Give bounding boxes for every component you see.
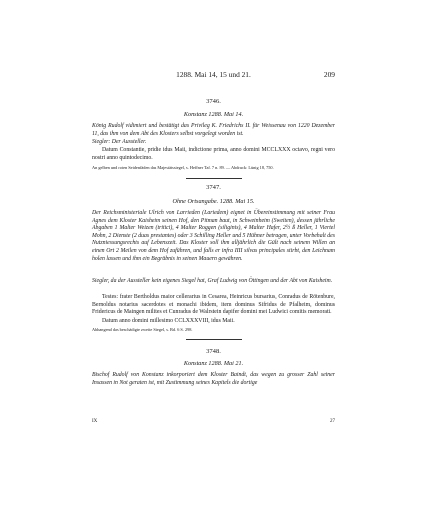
sheet-signature: IX [92, 419, 98, 424]
regest-summary: Bischof Rudolf von Konstanz inkorporiert dem Kloster Baindt, das wegen zu grosser Zahl seiner Insassen in Not geraten ist, mit Zustimmung seines Kapitels die dortige [92, 372, 335, 386]
document-text: Datum Constantie, pridie idus Maii, indictione prima, anno domini MCCLXXX octavo, regni vero nostri anno quintodecimo. [92, 147, 335, 161]
document-number: 3748. [206, 348, 221, 355]
archival-note: An gelben und roten Seidenfäden das Majestätssiegel, s. Heffner Taf. 7 n. 89. — Abdruck: Lünig 18, 750. [92, 165, 274, 170]
regest-summary: König Rudolf vidimiert und bestätigt das Privileg K. Friedrichs II. für Weissenau von 1220 Dezember 11, das ihm von dem Abt des Klosters selbst vorgelegt worden ist. [92, 123, 335, 137]
page-number: 209 [323, 70, 335, 79]
running-header [92, 70, 335, 80]
place-date: Konstanz 1288. Mai 14. [183, 111, 244, 118]
sealer-line: Siegler: Der Aussteller. [92, 139, 147, 145]
section-divider [186, 178, 242, 179]
place-date: Konstanz 1288. Mai 21. [183, 360, 244, 367]
document-number: 3746. [206, 98, 221, 105]
witness-list: Testes: frater Bertholdus maior cellerarius in Cesarea, Heinricus bursarius, Conradus de Rötenbure, Bernoldus notarius sacerdotes et monachi ibidem, item dominus Sifridus de Pfalheim, dominus Fridericus de Maingen milites et Cunradus de Walrstein dapifer domini mei Ludwici comitis memorati. [92, 294, 335, 316]
archival-note: Abhangend das beschädigte zweite Siegel, s. Bd. 6 S. 298. [92, 327, 193, 332]
section-divider [186, 339, 242, 340]
place-date: Ohne Ortsangabe. 1288. Mai 15. [172, 198, 255, 205]
date-line: Datum anno domini millesimo CCLXXXVIII, idus Maii. [102, 318, 235, 324]
sealer-line: Siegler, da der Aussteller kein eigenes Siegel hat, Graf Ludwig von Öttingen und der Abt von Kaisheim. [92, 278, 333, 284]
sheet-number: 27 [330, 419, 335, 424]
signature-footer [92, 419, 335, 427]
document-number: 3747. [206, 184, 221, 191]
header-dates: 1288. Mai 14, 15 und 21. [176, 70, 251, 79]
regest-summary: Der Reichsministeriale Ulrich von Larrieden (Lariedem) eignet in Übereinstimmung mit seiner Frau Agnes dem Kloster Kaisheim seinen Hof, den Pitman baut, in Schweinheim (Sweiten), dessen jährliche Abgaben 1 Malter Weizen (tritici), 4 Malter Roggen (siliginis), 4 Malter Hafer, 2½ ß Heller, 1 Viertel Mohn, 2 Dienste (2 duas prestantes) oder 3 Schilling Heller und 5 Hühner betragen, unter Vorbehalt des Nutzniessungsrechts auf Lebenszeit. Das Kloster soll ihm alljährlich die Gült nach seinem Willen an einen Ort 2 Meilen von dem Hof zuführen, und falls er infra IIII silvas principales stirbt, den Leichnam holen lassen und ihm ein Begräbnis in seinen Mauern gewähren. [92, 210, 335, 262]
